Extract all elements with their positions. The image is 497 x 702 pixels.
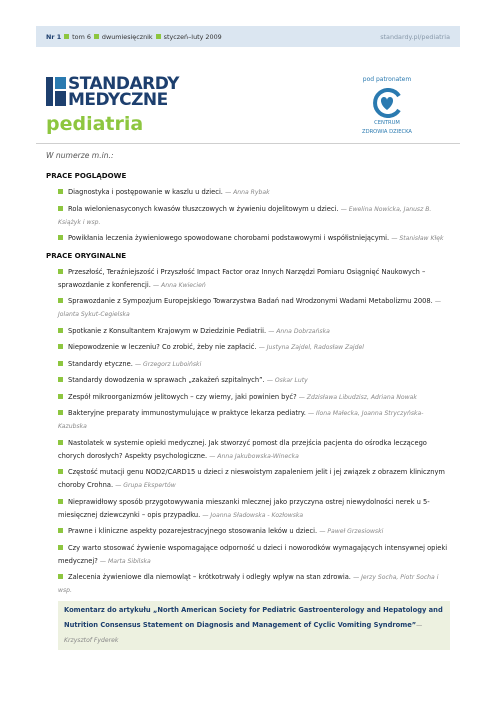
article-title: Diagnostyka i postępowanie w kaszlu u dzieci. — [68, 188, 223, 196]
article-title: Spotkanie z Konsultantem Krajowym w Dziedzinie Pediatrii. — [68, 326, 267, 335]
bullet-square-icon — [58, 361, 63, 366]
section-title: pediatria — [46, 113, 144, 135]
article-entry[interactable] — [58, 542, 450, 568]
article-authors: — Oskar Luty — [266, 377, 308, 384]
intro-text: W numerze m.in.: — [46, 151, 114, 160]
article-entry[interactable] — [58, 496, 450, 522]
article-title: Bakteryjne preparaty immunostymulujące w praktyce lekarza pediatry. — [68, 409, 306, 417]
bullet-square-icon — [58, 499, 63, 504]
bullet-square-icon — [58, 206, 63, 211]
article-entry[interactable] — [58, 186, 450, 199]
org-name-line1: CENTRUM — [374, 120, 400, 126]
bullet-square-icon — [58, 377, 63, 382]
article-title: Powikłania leczenia żywieniowego spowodowane chorobami podstawowymi i współistniejącymi. — [68, 234, 390, 242]
commentary-box[interactable] — [58, 601, 450, 650]
article-title: Zespół mikroorganizmów jelitowych – czy wiemy, jaki powinien być? — [68, 392, 297, 401]
article-authors: — Grzegorz Luboiński — [135, 360, 202, 368]
website-link[interactable]: standardy.pl/pediatria — [380, 32, 450, 41]
bullet-square-icon — [58, 269, 63, 274]
article-authors: — Joanna Sładowska - Kozłowska — [202, 511, 304, 519]
article-authors: — Anna Jakubowska-Winecka — [209, 452, 299, 460]
article-authors: — Justyna Zajdel, Radosław Zajdel — [258, 344, 364, 351]
bullet-square-icon — [58, 528, 63, 533]
article-title: Przeszłość, Teraźniejszość i Przyszłość Impact Factor oraz Innych Narzędzi Pomiaru Osiągnięć Naukowych – sprawozdanie z konferencji. — [58, 267, 426, 289]
article-entry[interactable] — [58, 358, 450, 371]
article-authors: — Ewelina Nowicka, Janusz B. Książyk i wsp. — [58, 205, 432, 226]
article-title: Częstość mutacji genu NOD2/CARD15 u dzieci z nieswoistym zapaleniem jelit i jej związek z obrazem klinicznym choroby Crohna. — [58, 468, 445, 489]
commentary-title: Komentarz do artykułu „North American Society for Pediatric Gastroenterology and Hepatology and Nutrition Consensus Statement on Diagnosis and Management of Cyclic Vomiting Syndrome” — [64, 605, 443, 629]
article-authors: — Anna Kwiecień — [153, 281, 206, 289]
org-name-line2: ZDROWIA DZIECKA — [362, 129, 412, 135]
article-authors: — Marta Sibilska — [99, 557, 151, 565]
bullet-square-icon — [156, 34, 161, 39]
article-entry[interactable] — [58, 232, 450, 245]
article-title: Sprawozdanie z Sympozjum Europejskiego Towarzystwa Badań nad Wrodzonymi Wadami Metabolizmu 2008. — [68, 297, 433, 305]
article-entry[interactable] — [58, 437, 450, 463]
frequency: dwumiesięcznik — [101, 32, 153, 41]
article-authors: — Paweł Grzesiowski — [319, 528, 384, 535]
bullet-square-icon — [58, 189, 63, 194]
article-title: Nieprawidłowy sposób przygotowywania mieszanki mlecznej jako przyczyna ostrej niewydolności nerek u 5-miesięcznej dziewczynki – opis przypadku. — [58, 497, 430, 519]
article-authors: — Anna Dobrzańska — [268, 327, 330, 335]
article-title: Nastolatek w systemie opieki medycznej. Jak stworzyć pomost dla przejścia pacjenta do ośrodka leczącego chorych dorosłych? Aspekty psychologiczne. — [58, 438, 427, 460]
commentary-author: — Krzysztof Fyderek — [64, 621, 423, 644]
heart-c-icon — [369, 88, 405, 118]
bullet-square-icon — [58, 574, 63, 579]
divider — [36, 143, 460, 144]
bullet-square-icon — [64, 34, 69, 39]
volume: tom 6 — [72, 32, 91, 41]
bullet-square-icon — [58, 235, 63, 240]
article-entry[interactable] — [58, 341, 450, 354]
logo — [46, 73, 196, 111]
bullet-square-icon — [58, 410, 63, 415]
article-entry[interactable] — [58, 203, 450, 229]
article-title: Standardy etyczne. — [68, 359, 133, 368]
article-title: Prawne i kliniczne aspekty pozarejestracyjnego stosowania leków u dzieci. — [68, 527, 318, 535]
table-of-contents — [46, 166, 450, 650]
article-authors: — Grupa Ekspertów — [115, 482, 176, 489]
article-entry[interactable] — [58, 466, 450, 492]
article-entry[interactable] — [58, 295, 450, 321]
article-entry[interactable] — [58, 325, 450, 338]
logo-mark-icon — [46, 77, 66, 106]
bullet-square-icon — [58, 394, 63, 399]
logo-line2: MEDYCZNE — [68, 90, 168, 110]
logo-line1: STANDARDY — [68, 74, 179, 94]
patronage-block — [356, 76, 418, 136]
issue-bar — [36, 26, 460, 47]
article-authors: — Zdzisława Libudzisz, Adriana Nowak — [298, 393, 417, 401]
issue-date: styczeń–luty 2009 — [163, 32, 222, 41]
article-authors: — Jolanta Sykut-Cegielska — [58, 298, 442, 318]
article-authors: — Stanisław Kłęk — [391, 235, 444, 242]
article-authors: — Jerzy Socha, Piotr Socha i wsp. — [58, 574, 439, 594]
article-title: Rola wielonienasyconych kwasów tłuszczowych w żywieniu dojelitowym u dzieci. — [68, 204, 339, 213]
bullet-square-icon — [58, 298, 63, 303]
article-entry[interactable] — [58, 407, 450, 433]
article-entry[interactable] — [58, 571, 450, 597]
article-authors: — Ilona Małecka, Joanna Stryczyńska-Kazubska — [58, 410, 424, 430]
article-entry[interactable] — [58, 266, 450, 292]
bullet-square-icon — [58, 545, 63, 550]
article-authors: — Anna Rybak — [225, 189, 270, 196]
bullet-square-icon — [58, 440, 63, 445]
article-entry[interactable] — [58, 374, 450, 387]
patronage-label: pod patronatem — [362, 76, 412, 83]
bullet-square-icon — [58, 328, 63, 333]
article-title: Czy warto stosować żywienie wspomagające odporność u dzieci i noworodków wymagających intensywnej opieki medycznej? — [58, 543, 448, 565]
bullet-square-icon — [94, 34, 99, 39]
article-entry[interactable] — [58, 391, 450, 404]
issue-number: Nr 1 — [46, 32, 62, 41]
article-title: Niepowodzenie w leczeniu? Co zrobić, żeby nie zapłacić. — [68, 343, 257, 351]
article-title: Standardy dowodzenia w sprawach „zakażeń szpitalnych”. — [68, 376, 265, 384]
section-heading: PRACE POGLĄDOWE — [46, 171, 127, 180]
bullet-square-icon — [58, 469, 63, 474]
article-entry[interactable] — [58, 525, 450, 538]
section-heading: PRACE ORYGINALNE — [46, 250, 127, 260]
article-title: Zalecenia żywieniowe dla niemowląt – krótkotrwały i odległy wpływ na stan zdrowia. — [68, 573, 351, 581]
bullet-square-icon — [58, 344, 63, 349]
